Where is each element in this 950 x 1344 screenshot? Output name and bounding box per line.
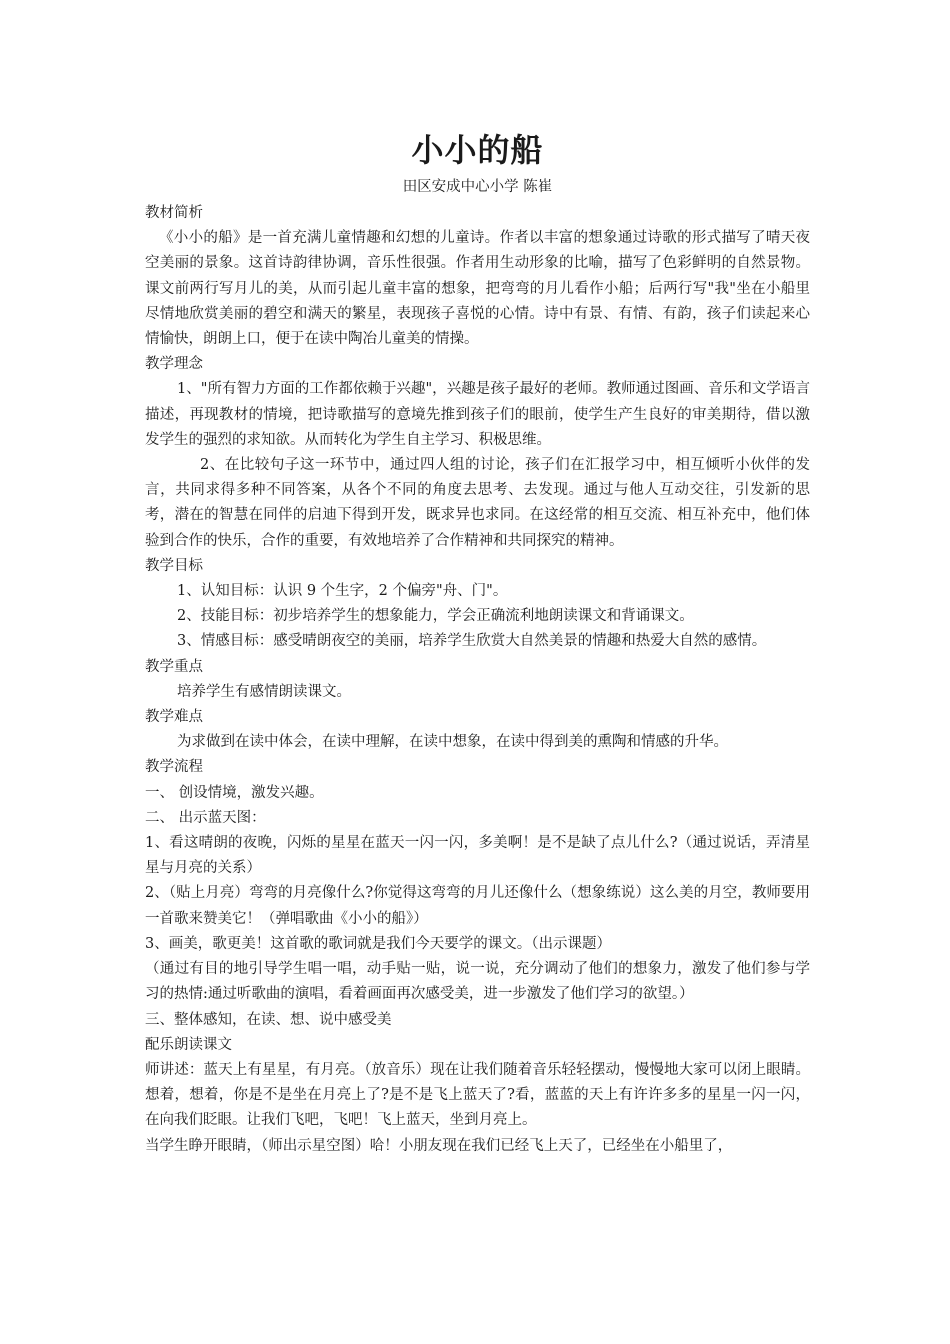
paragraph: （通过有目的地引导学生唱一唱，动手贴一贴，说一说，充分调动了他们的想象力，激发了他们参与学习的热情:通过听歌曲的演唱，看着画面再次感受美，进一步激发了他们学习的欲望。） [145,961,810,1003]
paragraph: 1、看这晴朗的夜晚，闪烁的星星在蓝天一闪一闪，多美啊！是不是缺了点儿什么?（通过说话，弄清星星与月亮的关系） [145,835,810,877]
document-body [145,201,810,1159]
section-heading-process: 教学流程 [145,759,203,776]
paragraph: 当学生睁开眼睛，（师出示星空图）哈！小朋友现在我们已经飞上天了，已经坐在小船里了， [145,1137,733,1154]
paragraph: 2、在比较句子这一环节中，通过四人组的讨论，孩子们在汇报学习中，相互倾听小伙伴的发言，共同求得多种不同答案，从各个不同的角度去思考、去发现。通过与他人互动交往，引发新的思考，潜在的智慧在同伴的启迪下得到开发，既求异也求同。在这经常的相互交流、相互补充中，他们体验到合作的快乐，合作的重要，有效地培养了合作精神和共同探究的精神。 [145,457,810,549]
paragraph: 1、认知目标：认识 9 个生字，2 个偏旁"舟、门"。 [177,583,508,600]
paragraph: 配乐朗读课文 [145,1036,232,1053]
paragraph: 3、画美，歌更美！这首歌的歌词就是我们今天要学的课文。（出示课题） [145,935,611,952]
paragraph: 3、情感目标：感受晴朗夜空的美丽，培养学生欣赏大自然美景的情趣和热爱大自然的感情。 [177,633,767,650]
document-author: 田区安成中心小学 陈崔 [402,179,553,195]
document-title: 小小的船 [411,131,544,169]
paragraph: 二、 出示蓝天图： [145,809,266,826]
section-heading-key-point: 教学重点 [145,658,203,675]
paragraph: 三、整体感知，在读、想、说中感受美 [145,1011,392,1028]
section-heading-objectives: 教学目标 [145,557,203,574]
section-heading-difficulty: 教学难点 [145,709,203,726]
section-heading-materials: 教材简析 [145,205,203,221]
paragraph: 2、技能目标：初步培养学生的想象能力，学会正确流利地朗读课文和背诵课文。 [177,608,694,625]
paragraph: 为求做到在读中体会，在读中理解，在读中想象，在读中得到美的熏陶和情感的升华。 [177,734,728,751]
paragraph: 1、"所有智力方面的工作都依赖于兴趣"，兴趣是孩子最好的老师。教师通过图画、音乐和文学语言描述，再现教材的情境，把诗歌描写的意境先推到孩子们的眼前，使学生产生良好的审美期待，借以激发学生的强烈的求知欲。从而转化为学生自主学习、积极思维。 [145,381,810,448]
paragraph: 师讲述：蓝天上有星星，有月亮。（放音乐）现在让我们随着音乐轻轻摆动，慢慢地大家可以闭上眼睛。想着，想着，你是不是坐在月亮上了?是不是飞上蓝天了?看，蓝蓝的天上有许许多多的星星一闪一闪，在向我们眨眼。让我们飞吧，飞吧！飞上蓝天，坐到月亮上。 [145,1061,810,1129]
paragraph: 《小小的船》是一首充满儿童情趣和幻想的儿童诗。作者以丰富的想象通过诗歌的形式描写了晴天夜空美丽的景象。这首诗韵律协调，音乐性很强。作者用生动形象的比喻，描写了色彩鲜明的自然景物。课文前两行写月儿的美，从而引起儿童丰富的想象，把弯弯的月儿看作小船；后两行写"我"坐在小船里尽情地欣赏美丽的碧空和满天的繁星，表现孩子喜悦的心情。诗中有景、有情、有韵，孩子们读起来心情愉快，朗朗上口，便于在读中陶冶儿童美的情操。 [145,230,810,348]
paragraph: 2、（贴上月亮）弯弯的月亮像什么?你觉得这弯弯的月儿还像什么（想象练说）这么美的月空，教师要用一首歌来赞美它！（弹唱歌曲《小小的船》） [145,885,810,927]
paragraph: 一、 创设情境，激发兴趣。 [145,784,324,801]
paragraph: 培养学生有感情朗读课文。 [177,683,351,700]
section-heading-philosophy: 教学理念 [145,356,203,373]
